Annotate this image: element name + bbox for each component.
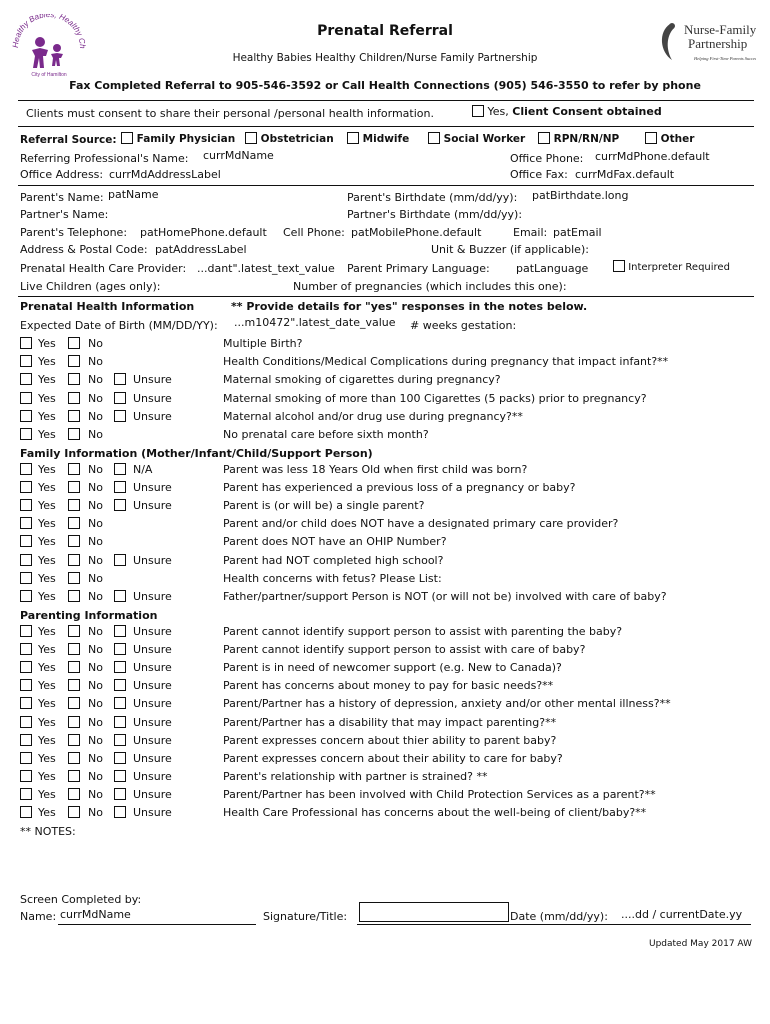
live-children-label: Live Children (ages only): [20,280,161,293]
cell-phone-value[interactable]: patMobilePhone.default [351,226,482,239]
yes-label: Yes [38,661,56,675]
question-row [0,392,770,409]
yes-label: Yes [38,589,56,603]
no-label: No [88,337,103,350]
yes-checkbox[interactable] [20,734,32,746]
question-row [0,463,770,480]
third-option-checkbox[interactable] [114,716,126,728]
question-row [0,337,770,354]
third-option-label: Unsure [133,553,172,567]
prof-name-label: Referring Professional's Name: [20,152,189,165]
yes-label: Yes [38,337,56,350]
parent-telephone-value[interactable]: patHomePhone.default [140,226,267,239]
yes-label: Yes [38,355,56,369]
no-label: No [88,679,103,693]
no-label: No [88,463,103,476]
parent-name-value[interactable]: patName [108,188,159,201]
language-label: Parent Primary Language: [347,262,490,275]
partner-name-label: Partner's Name: [20,208,109,221]
no-checkbox[interactable] [68,643,80,655]
question-text: Parent was less 18 Years Old when first child was born? [223,463,528,476]
yes-checkbox[interactable] [20,697,32,709]
social-worker-checkbox[interactable] [428,132,440,144]
question-row [0,572,770,589]
third-option-checkbox[interactable] [114,625,126,637]
parent-birthdate-value[interactable]: patBirthdate.long [532,189,629,202]
question-row [0,517,770,534]
question-row [0,481,770,498]
yes-label: Yes [38,409,56,423]
third-option-label: Unsure [133,373,172,387]
yes-label: Yes [38,499,56,513]
question-row [0,499,770,516]
obstetrician-label: Obstetrician [260,133,334,145]
no-label: No [88,769,103,783]
third-option-label: Unsure [133,391,172,405]
third-option-checkbox[interactable] [114,806,126,818]
office-address-label: Office Address: [20,168,104,181]
address-value[interactable]: patAddressLabel [155,243,247,256]
fax-instructions: Fax Completed Referral to 905-546-3592 or Call Health Connections (905) 546-3550 to refer by phone [69,79,701,92]
divider [18,100,754,101]
question-text: Parent expresses concern about their ability to care for baby? [223,751,563,765]
yes-checkbox[interactable] [20,716,32,728]
question-text: Maternal smoking of more than 100 Cigarettes (5 packs) prior to pregnancy? [223,391,647,405]
language-value[interactable]: patLanguage [516,262,589,275]
no-label: No [88,535,103,549]
no-label: No [88,625,103,638]
no-checkbox[interactable] [68,770,80,782]
no-label: No [88,517,103,531]
question-row [0,806,770,823]
office-address-value[interactable]: currMdAddressLabel [109,168,221,181]
third-option-label: Unsure [133,787,172,801]
no-label: No [88,697,103,711]
question-row [0,625,770,642]
parent-birthdate-label: Parent's Birthdate (mm/dd/yy): [347,191,518,204]
email-label: Email: [513,226,548,239]
third-option-checkbox[interactable] [114,734,126,746]
yes-label: Yes [38,697,56,711]
no-label: No [88,715,103,729]
no-checkbox[interactable] [68,428,80,440]
third-option-checkbox[interactable] [114,590,126,602]
third-option-checkbox[interactable] [114,679,126,691]
third-option-checkbox[interactable] [114,481,126,493]
yes-label: Yes [38,463,56,476]
logo-arc-text: Healthy Babies, Healthy Ch [10,14,88,49]
third-option-label: Unsure [133,733,172,747]
third-option-label: Unsure [133,643,172,657]
yes-label: Yes [38,481,56,495]
no-checkbox[interactable] [68,554,80,566]
third-option-checkbox[interactable] [114,392,126,404]
question-text: Maternal alcohol and/or drug use during pregnancy?** [223,409,523,423]
yes-checkbox[interactable] [20,392,32,404]
other-checkbox[interactable] [645,132,657,144]
yes-checkbox[interactable] [20,625,32,637]
screen-completed-label: Screen Completed by: [20,893,142,906]
third-option-label: Unsure [133,751,172,765]
yes-label: Yes [38,625,56,638]
yes-checkbox[interactable] [20,806,32,818]
question-row [0,590,770,607]
no-label: No [88,553,103,567]
question-row [0,373,770,390]
date-underline [357,924,751,925]
no-checkbox[interactable] [68,373,80,385]
no-checkbox[interactable] [68,337,80,349]
question-row [0,697,770,714]
unit-buzzer-label: Unit & Buzzer (if applicable): [431,243,589,256]
weeks-gestation-label: # weeks gestation: [410,319,517,332]
question-row [0,643,770,660]
prof-name-value[interactable]: currMdName [203,149,274,162]
no-checkbox[interactable] [68,625,80,637]
yes-checkbox[interactable] [20,554,32,566]
no-label: No [88,481,103,495]
page-title: Prenatal Referral [317,23,453,39]
third-option-label: Unsure [133,806,172,819]
edb-label: Expected Date of Birth (MM/DD/YY): [20,319,218,332]
question-text: Parent has experienced a previous loss of a pregnancy or baby? [223,481,576,495]
name-underline [58,924,256,925]
office-fax-label: Office Fax: [510,168,568,181]
third-option-checkbox[interactable] [114,499,126,511]
email-value[interactable]: patEmail [553,226,602,239]
no-label: No [88,428,103,441]
rpn-label: RPN/RN/NP [553,133,620,145]
no-label: No [88,733,103,747]
no-label: No [88,589,103,603]
footer-name-label: Name: [20,910,57,923]
no-checkbox[interactable] [68,355,80,367]
third-option-checkbox[interactable] [114,643,126,655]
signature-field[interactable] [359,902,509,922]
prenatal-note: ** Provide details for "yes" responses in the notes below. [231,300,588,313]
third-option-label: Unsure [133,589,172,603]
third-option-checkbox[interactable] [114,752,126,764]
physician-checkbox[interactable] [121,132,133,144]
midwife-label: Midwife [362,133,410,145]
yes-checkbox[interactable] [20,535,32,547]
third-option-label: Unsure [133,481,172,495]
third-option-label: Unsure [133,769,172,783]
question-text: Parent/Partner has a history of depression, anxiety and/or other mental illness?** [223,697,671,711]
no-label: No [88,643,103,657]
no-label: No [88,373,103,387]
midwife-checkbox[interactable] [347,132,359,144]
third-option-label: Unsure [133,697,172,711]
no-checkbox[interactable] [68,752,80,764]
nfp-line2: Partnership [688,36,748,51]
yes-label: Yes [38,535,56,549]
page-subtitle: Healthy Babies Healthy Children/Nurse Family Partnership [232,52,538,64]
question-row [0,410,770,427]
divider [18,126,754,127]
yes-label: Yes [38,787,56,801]
third-option-checkbox[interactable] [114,410,126,422]
yes-label: Yes [38,643,56,657]
third-option-label: Unsure [133,409,172,423]
provider-value[interactable]: ...dant".latest_text_value [197,262,335,275]
yes-checkbox[interactable] [20,572,32,584]
question-row [0,752,770,769]
interpreter-label: Interpreter Required [628,262,730,273]
referral-source-physician [121,132,235,145]
question-text: Parent does NOT have an OHIP Number? [223,535,447,549]
yes-checkbox[interactable] [20,373,32,385]
third-option-checkbox[interactable] [114,788,126,800]
yes-checkbox[interactable] [20,428,32,440]
interpreter-checkbox[interactable] [613,260,625,272]
question-text: No prenatal care before sixth month? [223,428,429,441]
no-checkbox[interactable] [68,590,80,602]
interpreter-group [613,260,730,273]
date-label: Date (mm/dd/yy): [510,910,608,923]
yes-label: Yes [38,373,56,387]
question-text: Father/partner/support Person is NOT (or will not be) involved with care of baby? [223,589,667,603]
third-option-checkbox[interactable] [114,697,126,709]
question-text: Parent's relationship with partner is strained? ** [223,769,488,783]
no-checkbox[interactable] [68,697,80,709]
no-checkbox[interactable] [68,392,80,404]
third-option-label: Unsure [133,679,172,693]
question-row [0,788,770,805]
pregnancies-label: Number of pregnancies (which includes this one): [293,280,567,293]
yes-checkbox[interactable] [20,337,32,349]
referral-source-midwife [347,132,409,145]
edb-value[interactable]: ...m10472".latest_date_value [234,316,396,329]
question-text: Parent cannot identify support person to assist with care of baby? [223,643,586,657]
no-label: No [88,355,103,369]
no-checkbox[interactable] [68,481,80,493]
third-option-label: N/A [133,463,153,476]
question-text: Parent and/or child does NOT have a designated primary care provider? [223,517,619,531]
third-option-checkbox[interactable] [114,373,126,385]
question-row [0,716,770,733]
family-heading: Family Information (Mother/Infant/Child/Support Person) [20,447,373,460]
address-label: Address & Postal Code: [20,243,148,256]
physician-label: Family Physician [136,133,236,145]
no-checkbox[interactable] [68,463,80,475]
yes-label: Yes [38,517,56,531]
question-text: Parent/Partner has a disability that may impact parenting?** [223,715,557,729]
yes-label: Yes [38,806,56,819]
parent-telephone-label: Parent's Telephone: [20,226,128,239]
provider-label: Prenatal Health Care Provider: [20,262,187,275]
yes-label: Yes [38,428,56,441]
no-checkbox[interactable] [68,661,80,673]
question-row [0,554,770,571]
yes-label: Yes [38,553,56,567]
notes-label: ** NOTES: [20,825,76,838]
yes-label: Yes [38,769,56,783]
yes-checkbox[interactable] [20,499,32,511]
signature-label: Signature/Title: [263,910,348,923]
consent-checkbox[interactable] [472,105,484,117]
yes-label: Yes [38,715,56,729]
parenting-heading: Parenting Information [20,609,158,622]
question-text: Parent expresses concern about thier ability to parent baby? [223,733,557,747]
obstetrician-checkbox[interactable] [245,132,257,144]
yes-checkbox[interactable] [20,770,32,782]
question-row [0,734,770,751]
yes-checkbox[interactable] [20,463,32,475]
question-text: Health concerns with fetus? Please List: [223,571,442,585]
consent-yes-label: Yes, [487,105,509,118]
no-label: No [88,391,103,405]
referral-source-rpn [538,132,619,145]
office-phone-value[interactable]: currMdPhone.default [595,150,710,163]
question-row [0,428,770,445]
no-checkbox[interactable] [68,734,80,746]
yes-label: Yes [38,751,56,765]
no-checkbox[interactable] [68,410,80,422]
yes-checkbox[interactable] [20,590,32,602]
question-row [0,355,770,372]
yes-checkbox[interactable] [20,355,32,367]
third-option-checkbox[interactable] [114,554,126,566]
consent-obtained-label: Client Consent obtained [512,105,662,118]
third-option-label: Unsure [133,499,172,513]
yes-checkbox[interactable] [20,410,32,422]
nfp-tag: Helping First-Time Parents Succeed [694,56,756,61]
no-label: No [88,751,103,765]
yes-checkbox[interactable] [20,679,32,691]
rpn-checkbox[interactable] [538,132,550,144]
yes-checkbox[interactable] [20,643,32,655]
partner-birthdate-label: Partner's Birthdate (mm/dd/yy): [347,208,523,221]
no-checkbox[interactable] [68,535,80,547]
yes-label: Yes [38,391,56,405]
no-checkbox[interactable] [68,806,80,818]
third-option-label: Unsure [133,625,172,638]
no-checkbox[interactable] [68,572,80,584]
third-option-label: Unsure [133,715,172,729]
question-row [0,679,770,696]
cell-phone-label: Cell Phone: [283,226,345,239]
question-text: Health Conditions/Medical Complications during pregnancy that impact infant?** [223,355,669,369]
yes-checkbox[interactable] [20,788,32,800]
question-text: Parent cannot identify support person to assist with parenting the baby? [223,625,623,638]
yes-checkbox[interactable] [20,481,32,493]
logo-sub-text: City of Hamilton [31,72,67,78]
referral-source-other [645,132,694,145]
question-text: Parent/Partner has been involved with Child Protection Services as a parent?** [223,787,656,801]
office-fax-value[interactable]: currMdFax.default [575,168,675,181]
yes-label: Yes [38,679,56,693]
date-value[interactable]: ....dd / currentDate.yy [621,908,743,921]
question-text: Multiple Birth? [223,337,303,350]
office-phone-label: Office Phone: [510,152,584,165]
notes-area[interactable] [20,838,750,888]
no-checkbox[interactable] [68,517,80,529]
no-label: No [88,661,103,675]
question-text: Parent had NOT completed high school? [223,553,444,567]
no-checkbox[interactable] [68,788,80,800]
question-text: Parent is (or will be) a single parent? [223,499,425,513]
updated-note: Updated May 2017 AW [649,939,752,949]
third-option-checkbox[interactable] [114,463,126,475]
social-worker-label: Social Worker [443,133,526,145]
footer-name-value[interactable]: currMdName [60,908,131,921]
no-checkbox[interactable] [68,499,80,511]
question-text: Parent is in need of newcomer support (e.g. New to Canada)? [223,661,562,675]
question-row [0,770,770,787]
yes-checkbox[interactable] [20,517,32,529]
nfp-line1: Nurse-Family [684,22,756,37]
no-label: No [88,499,103,513]
no-label: No [88,571,103,585]
consent-text: Clients must consent to share their personal /personal health information. [26,107,434,120]
no-checkbox[interactable] [68,679,80,691]
no-label: No [88,409,103,423]
divider [18,296,754,297]
referral-source-label: Referral Source: [20,134,117,146]
no-label: No [88,806,103,819]
question-row [0,661,770,678]
divider [18,185,754,186]
yes-label: Yes [38,733,56,747]
third-option-label: Unsure [133,661,172,675]
yes-checkbox[interactable] [20,752,32,764]
question-text: Parent has concerns about money to pay for basic needs?** [223,679,554,693]
third-option-checkbox[interactable] [114,770,126,782]
yes-checkbox[interactable] [20,661,32,673]
referral-source-social-worker [428,132,525,145]
other-label: Other [660,133,695,145]
no-checkbox[interactable] [68,716,80,728]
referral-source-obstetrician [245,132,334,145]
parent-name-label: Parent's Name: [20,191,104,204]
question-text: Maternal smoking of cigarettes during pregnancy? [223,373,501,387]
question-row [0,535,770,552]
third-option-checkbox[interactable] [114,661,126,673]
consent-group [472,105,662,118]
no-label: No [88,787,103,801]
prenatal-heading: Prenatal Health Information [20,300,195,313]
question-text: Health Care Professional has concerns about the well-being of client/baby?** [223,806,647,819]
yes-label: Yes [38,571,56,585]
